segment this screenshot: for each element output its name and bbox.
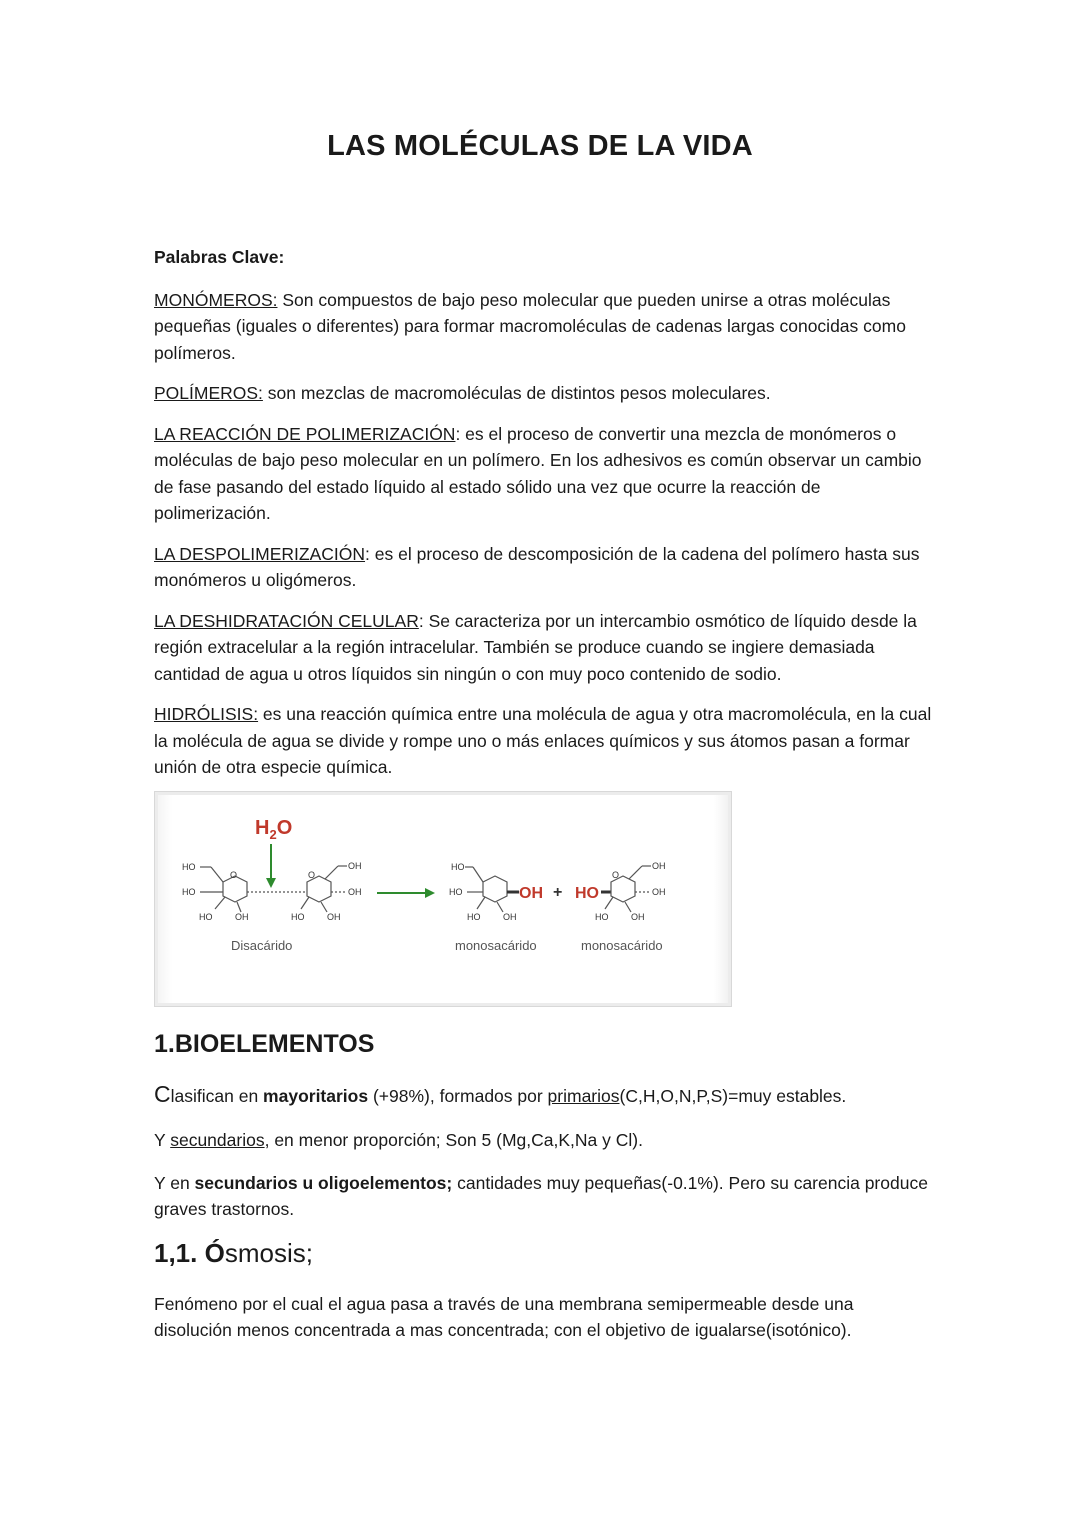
ho-label: HO <box>199 911 213 922</box>
text: (+98%), formados por <box>368 1085 548 1106</box>
text: lasifican en <box>170 1085 264 1106</box>
heading-text: smosis; <box>224 1237 313 1268</box>
monosaccharide-ring-1 <box>465 867 519 912</box>
ho-label: HO <box>467 911 481 922</box>
page-title: LAS MOLÉCULAS DE LA VIDA <box>327 130 753 162</box>
definition-polimerizacion <box>154 421 934 527</box>
definition-text: : es el proceso de descomposición de la cadena del polímero hasta sus monómeros u oligómeros. <box>154 543 920 590</box>
definition-hidrolisis <box>154 701 934 781</box>
monosaccharide-caption-2: monosacárido <box>581 937 663 953</box>
document-body <box>154 244 934 1358</box>
bioelementos-paragraph-3 <box>154 1170 934 1223</box>
oh-bold-label: OH <box>519 884 543 902</box>
ho-label: HO <box>291 911 305 922</box>
oh-label: OH <box>652 886 666 897</box>
text: cantidades muy pequeñas(-0.1%). Pero su carencia produce graves trastornos. <box>154 1172 928 1219</box>
term: LA DESPOLIMERIZACIÓN <box>154 543 366 564</box>
drop-letter: Ó <box>204 1237 225 1268</box>
definition-despolimerizacion <box>154 541 934 594</box>
term: MONÓMEROS: <box>154 289 278 310</box>
text: Y en <box>154 1172 195 1193</box>
definition-text: : es el proceso de convertir una mezcla de monómeros o moléculas de bajo peso molecular en un polímero. En los adhesivos es común observar un cambio de fase pasando del estado líquido al estado sólido una vez que ocurre la reacción de polimerización. <box>154 423 922 523</box>
oh-label: OH <box>652 860 666 871</box>
monosaccharide-ring-2 <box>601 866 651 912</box>
o-label: O <box>612 869 620 880</box>
definition-text: es una reacción química entre una molécula de agua y otra macromolécula, en la cual la molécula de agua se divide y rompe uno o más enlaces químicos y sus átomos pasan a formar unión de otra especie química. <box>154 704 932 777</box>
ho-bold-label: HO <box>575 884 599 902</box>
o-label: O <box>230 869 238 880</box>
bioelementos-paragraph-2 <box>154 1127 934 1154</box>
ho-label: HO <box>449 886 463 897</box>
ho-label: HO <box>451 861 465 872</box>
ho-label: HO <box>595 911 609 922</box>
section-number: 1,1. <box>154 1237 205 1268</box>
section-heading-bioelementos: 1.BIOELEMENTOS <box>154 1029 375 1058</box>
text: Y <box>154 1130 171 1150</box>
bold-text: secundarios u oligoelementos; <box>194 1172 453 1193</box>
section-heading-osmosis <box>154 1237 934 1269</box>
term: LA DESHIDRATACIÓN CELULAR <box>154 610 419 631</box>
disaccharide-ring-1 <box>200 867 305 912</box>
definition-text: Son compuestos de bajo peso molecular que pueden unirse a otras moléculas pequeñas (iguales o diferentes) para formar macromoléculas de cadenas largas conocidas como polímeros. <box>154 289 906 363</box>
monosaccharide-caption-1: monosacárido <box>455 937 537 953</box>
oh-label: OH <box>348 860 362 871</box>
oh-label: OH <box>327 911 341 922</box>
water-label: $H_2O$ <box>255 816 293 842</box>
keywords-heading: Palabras Clave: <box>154 247 285 267</box>
text: (C,H,O,N,P,S)=muy estables. <box>619 1085 847 1106</box>
bold-text: mayoritarios <box>263 1085 369 1106</box>
water-arrowhead <box>266 878 276 888</box>
term: LA REACCIÓN DE POLIMERIZACIÓN <box>154 423 456 444</box>
oh-label: OH <box>631 911 645 922</box>
o-label: O <box>308 869 316 880</box>
term: POLÍMEROS: <box>154 383 263 403</box>
ho-label: HO <box>182 861 196 872</box>
text: , en menor proporción; Son 5 (Mg,Ca,K,Na y Cl). <box>264 1130 643 1150</box>
osmosis-paragraph: Fenómeno por el cual el agua pasa a través de una membrana semipermeable desde una disolución menos concentrada a mas concentrada; con el objetivo de igualarse(isotónico). <box>154 1293 854 1340</box>
definition-text: : Se caracteriza por un intercambio osmótico de líquido desde la región extracelular a la región intracelular. También se produce cuando se ingiere demasiada cantidad de agua u otros líquidos sin ningún o con muy poco contenido de sodio. <box>154 610 917 684</box>
oh-label: OH <box>348 886 362 897</box>
definition-polimeros <box>154 380 934 407</box>
underlined-text: secundarios <box>170 1130 265 1150</box>
definition-deshidratacion <box>154 608 934 688</box>
reaction-arrowhead <box>425 888 435 898</box>
ho-label: HO <box>182 886 196 897</box>
hydrolysis-diagram <box>155 792 731 1006</box>
oh-label: OH <box>235 911 249 922</box>
bioelementos-paragraph-1 <box>154 1081 934 1110</box>
oh-label: OH <box>503 911 517 922</box>
definition-text: son mezclas de macromoléculas de distintos pesos moleculares. <box>262 383 771 403</box>
hydrolysis-figure <box>154 791 732 1007</box>
definition-monomeros <box>154 287 934 367</box>
underlined-text: primarios <box>547 1085 620 1106</box>
disaccharide-caption: Disacárido <box>231 937 293 953</box>
term: HIDRÓLISIS: <box>154 704 259 724</box>
plus-sign: + <box>553 883 563 901</box>
drop-letter: C <box>154 1080 171 1107</box>
